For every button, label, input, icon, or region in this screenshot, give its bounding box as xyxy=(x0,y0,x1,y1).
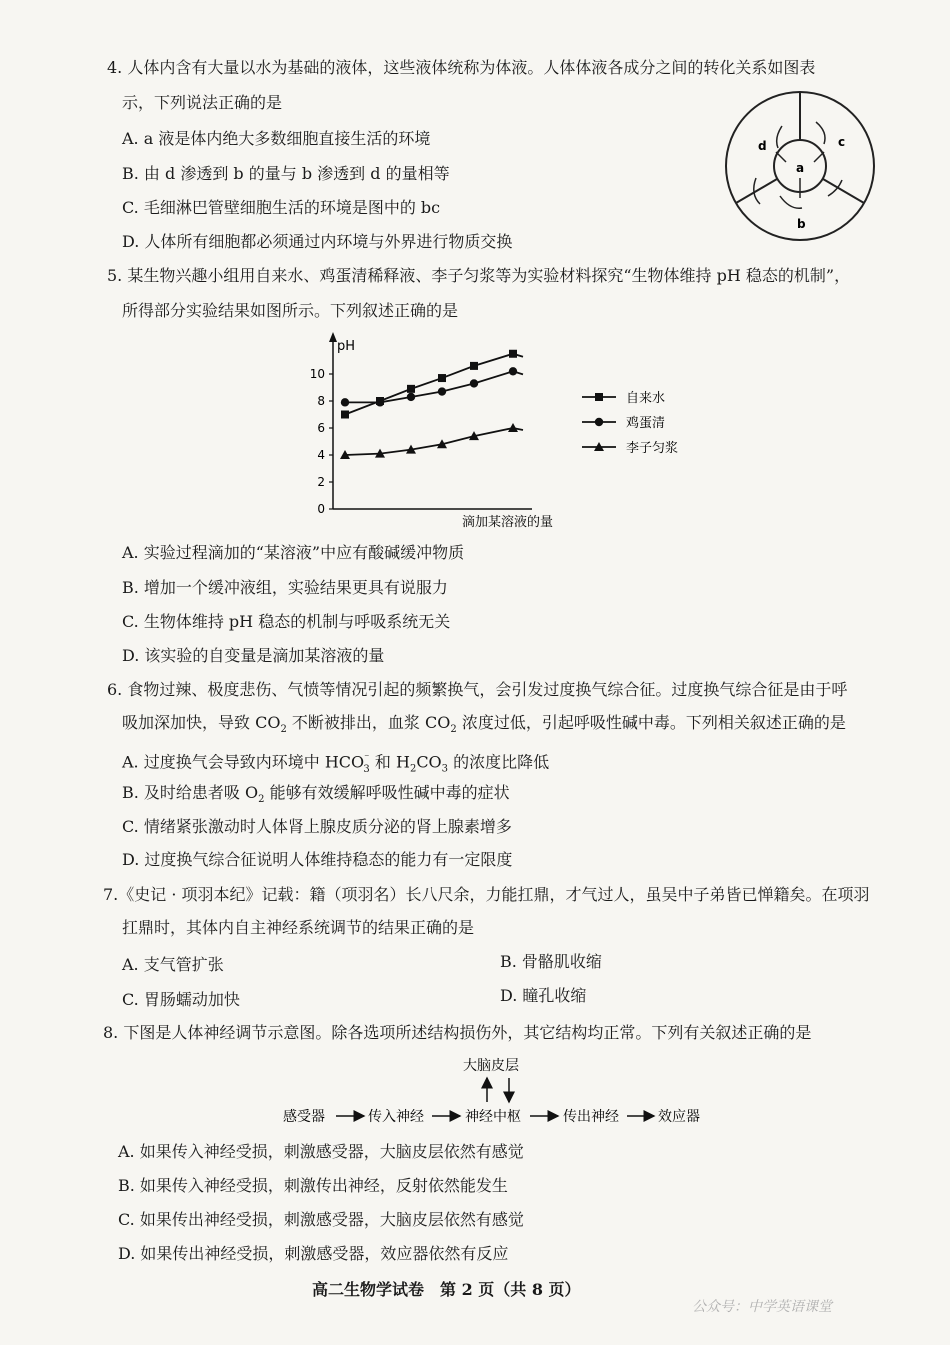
ph-chart xyxy=(300,330,720,535)
series-line-3 xyxy=(345,428,523,455)
label-b: b xyxy=(797,217,806,231)
receptor-label: 感受器 xyxy=(283,1109,325,1125)
label-d: d xyxy=(758,139,767,153)
legend-marker-2 xyxy=(595,418,603,426)
data-point-1-1 xyxy=(341,411,349,419)
efferent-label: 传出神经 xyxy=(563,1109,619,1125)
cortex-label: 大脑皮层 xyxy=(463,1058,519,1074)
legend-label-3: 李子匀浆 xyxy=(626,441,679,456)
q5-stem-line2: 所得部分实验结果如图所示。下列叙述正确的是 xyxy=(122,301,459,320)
label-c: c xyxy=(838,135,846,149)
body-fluid-diagram xyxy=(720,86,880,246)
legend-label-2: 鸡蛋清 xyxy=(626,416,666,431)
data-point-2-4 xyxy=(438,387,446,395)
series-line-1 xyxy=(345,354,523,415)
q5-option-d: D. 该实验的自变量是滴加某溶液的量 xyxy=(122,646,385,665)
q7-stem-line1: 7.《史记 · 项羽本纪》记载：籍（项羽名）长八尺余，力能扛鼎，才气过人，虽吴中子弟皆已惮籍矣。在项羽 xyxy=(103,885,870,904)
q7-option-c: C. 胃肠蠕动加快 xyxy=(122,990,240,1009)
center-label: 神经中枢 xyxy=(465,1109,521,1125)
q4-option-c: C. 毛细淋巴管壁细胞生活的环境是图中的 bc xyxy=(122,198,441,217)
data-point-2-5 xyxy=(470,379,478,387)
q5-option-b: B. 增加一个缓冲液组，实验结果更具有说服力 xyxy=(122,578,448,597)
q4-stem-line2: 示，下列说法正确的是 xyxy=(122,93,283,112)
afferent-label: 传入神经 xyxy=(368,1109,424,1125)
legend-marker-1 xyxy=(595,393,603,401)
q6-stem-line1: 6. 食物过辣、极度悲伤、气愤等情况引起的频繁换气，会引发过度换气综合征。过度换气综合征是由于呼 xyxy=(107,680,848,699)
y-tick-label: 2 xyxy=(317,475,325,489)
q4-option-a: A. a 液是体内绝大多数细胞直接生活的环境 xyxy=(122,129,431,148)
q8-option-d: D. 如果传出神经受损，刺激感受器，效应器依然有反应 xyxy=(118,1244,509,1263)
q7-option-d: D. 瞳孔收缩 xyxy=(500,986,587,1005)
q4-stem-line1: 4. 人体内含有大量以水为基础的液体，这些液体统称为体液。人体体液各成分之间的转化关系如图表 xyxy=(107,58,816,77)
y-tick-label: 0 xyxy=(317,502,325,516)
watermark: 公众号：中学英语课堂 xyxy=(692,1299,832,1315)
q8-stem-line1: 8. 下图是人体神经调节示意图。除各选项所述结构损伤外，其它结构均正常。下列有关叙述正确的是 xyxy=(103,1023,812,1042)
y-tick-label: 8 xyxy=(317,394,325,408)
q4-option-b: B. 由 d 渗透到 b 的量与 b 渗透到 d 的量相等 xyxy=(122,164,450,183)
q4-option-d: D. 人体所有细胞都必须通过内环境与外界进行物质交换 xyxy=(122,232,513,251)
data-point-2-2 xyxy=(376,398,384,406)
x-axis-label: 滴加某溶液的量 xyxy=(462,515,554,530)
q7-option-a: A. 支气管扩张 xyxy=(122,955,224,974)
q5-option-c: C. 生物体维持 pH 稳态的机制与呼吸系统无关 xyxy=(122,612,451,631)
data-point-2-3 xyxy=(407,393,415,401)
legend-label-1: 自来水 xyxy=(626,391,666,406)
y-tick-label: 4 xyxy=(317,448,325,462)
q5-stem-line1: 5. 某生物兴趣小组用自来水、鸡蛋清稀释液、李子匀浆等为实验材料探究“生物体维持 pH 稳态的机制”， xyxy=(107,266,851,285)
data-point-3-6 xyxy=(508,423,518,432)
data-point-2-1 xyxy=(341,398,349,406)
y-tick-label: 6 xyxy=(317,421,325,435)
data-point-1-3 xyxy=(407,385,415,393)
q8-option-a: A. 如果传入神经受损，刺激感受器，大脑皮层依然有感觉 xyxy=(118,1142,524,1161)
nerve-regulation-diagram xyxy=(280,1050,720,1130)
q6-stem-line2: 吸加深加快，导致 $CO_2$ 不断被排出，血浆 $CO_2$ 浓度过低，引起呼吸性碱中毒。下列相关叙述正确的是 xyxy=(122,713,846,736)
q6-option-c: C. 情绪紧张激动时人体肾上腺皮质分泌的肾上腺素增多 xyxy=(122,817,512,836)
series-line-2 xyxy=(345,371,523,402)
data-point-2-6 xyxy=(509,367,517,375)
label-a: a xyxy=(796,161,805,175)
q7-option-b: B. 骨骼肌收缩 xyxy=(500,952,602,971)
data-point-1-4 xyxy=(438,374,446,382)
y-tick-label: 10 xyxy=(309,367,325,381)
data-point-1-6 xyxy=(509,350,517,358)
y-axis-label: pH xyxy=(337,339,356,354)
q6-option-b: B. 及时给患者吸 $O_2$ 能够有效缓解呼吸性碱中毒的症状 xyxy=(122,783,510,806)
q8-option-c: C. 如果传出神经受损，刺激感受器，大脑皮层依然有感觉 xyxy=(118,1210,524,1229)
q8-option-b: B. 如果传入神经受损，刺激传出神经，反射依然能发生 xyxy=(118,1176,508,1195)
q7-stem-line2: 扛鼎时，其体内自主神经系统调节的结果正确的是 xyxy=(122,918,475,937)
effector-label: 效应器 xyxy=(658,1109,700,1125)
q6-option-d: D. 过度换气综合征说明人体维持稳态的能力有一定限度 xyxy=(122,850,513,869)
data-point-1-5 xyxy=(470,362,478,370)
q6-option-a: A. 过度换气会导致内环境中 $HCO^{^-}_3$ 和 $H_2CO_3$ 的浓度比降低 xyxy=(122,752,550,775)
q5-option-a: A. 实验过程滴加的“某溶液”中应有酸碱缓冲物质 xyxy=(122,543,465,562)
page-footer: 高二生物学试卷 第 2 页（共 8 页） xyxy=(312,1280,581,1299)
